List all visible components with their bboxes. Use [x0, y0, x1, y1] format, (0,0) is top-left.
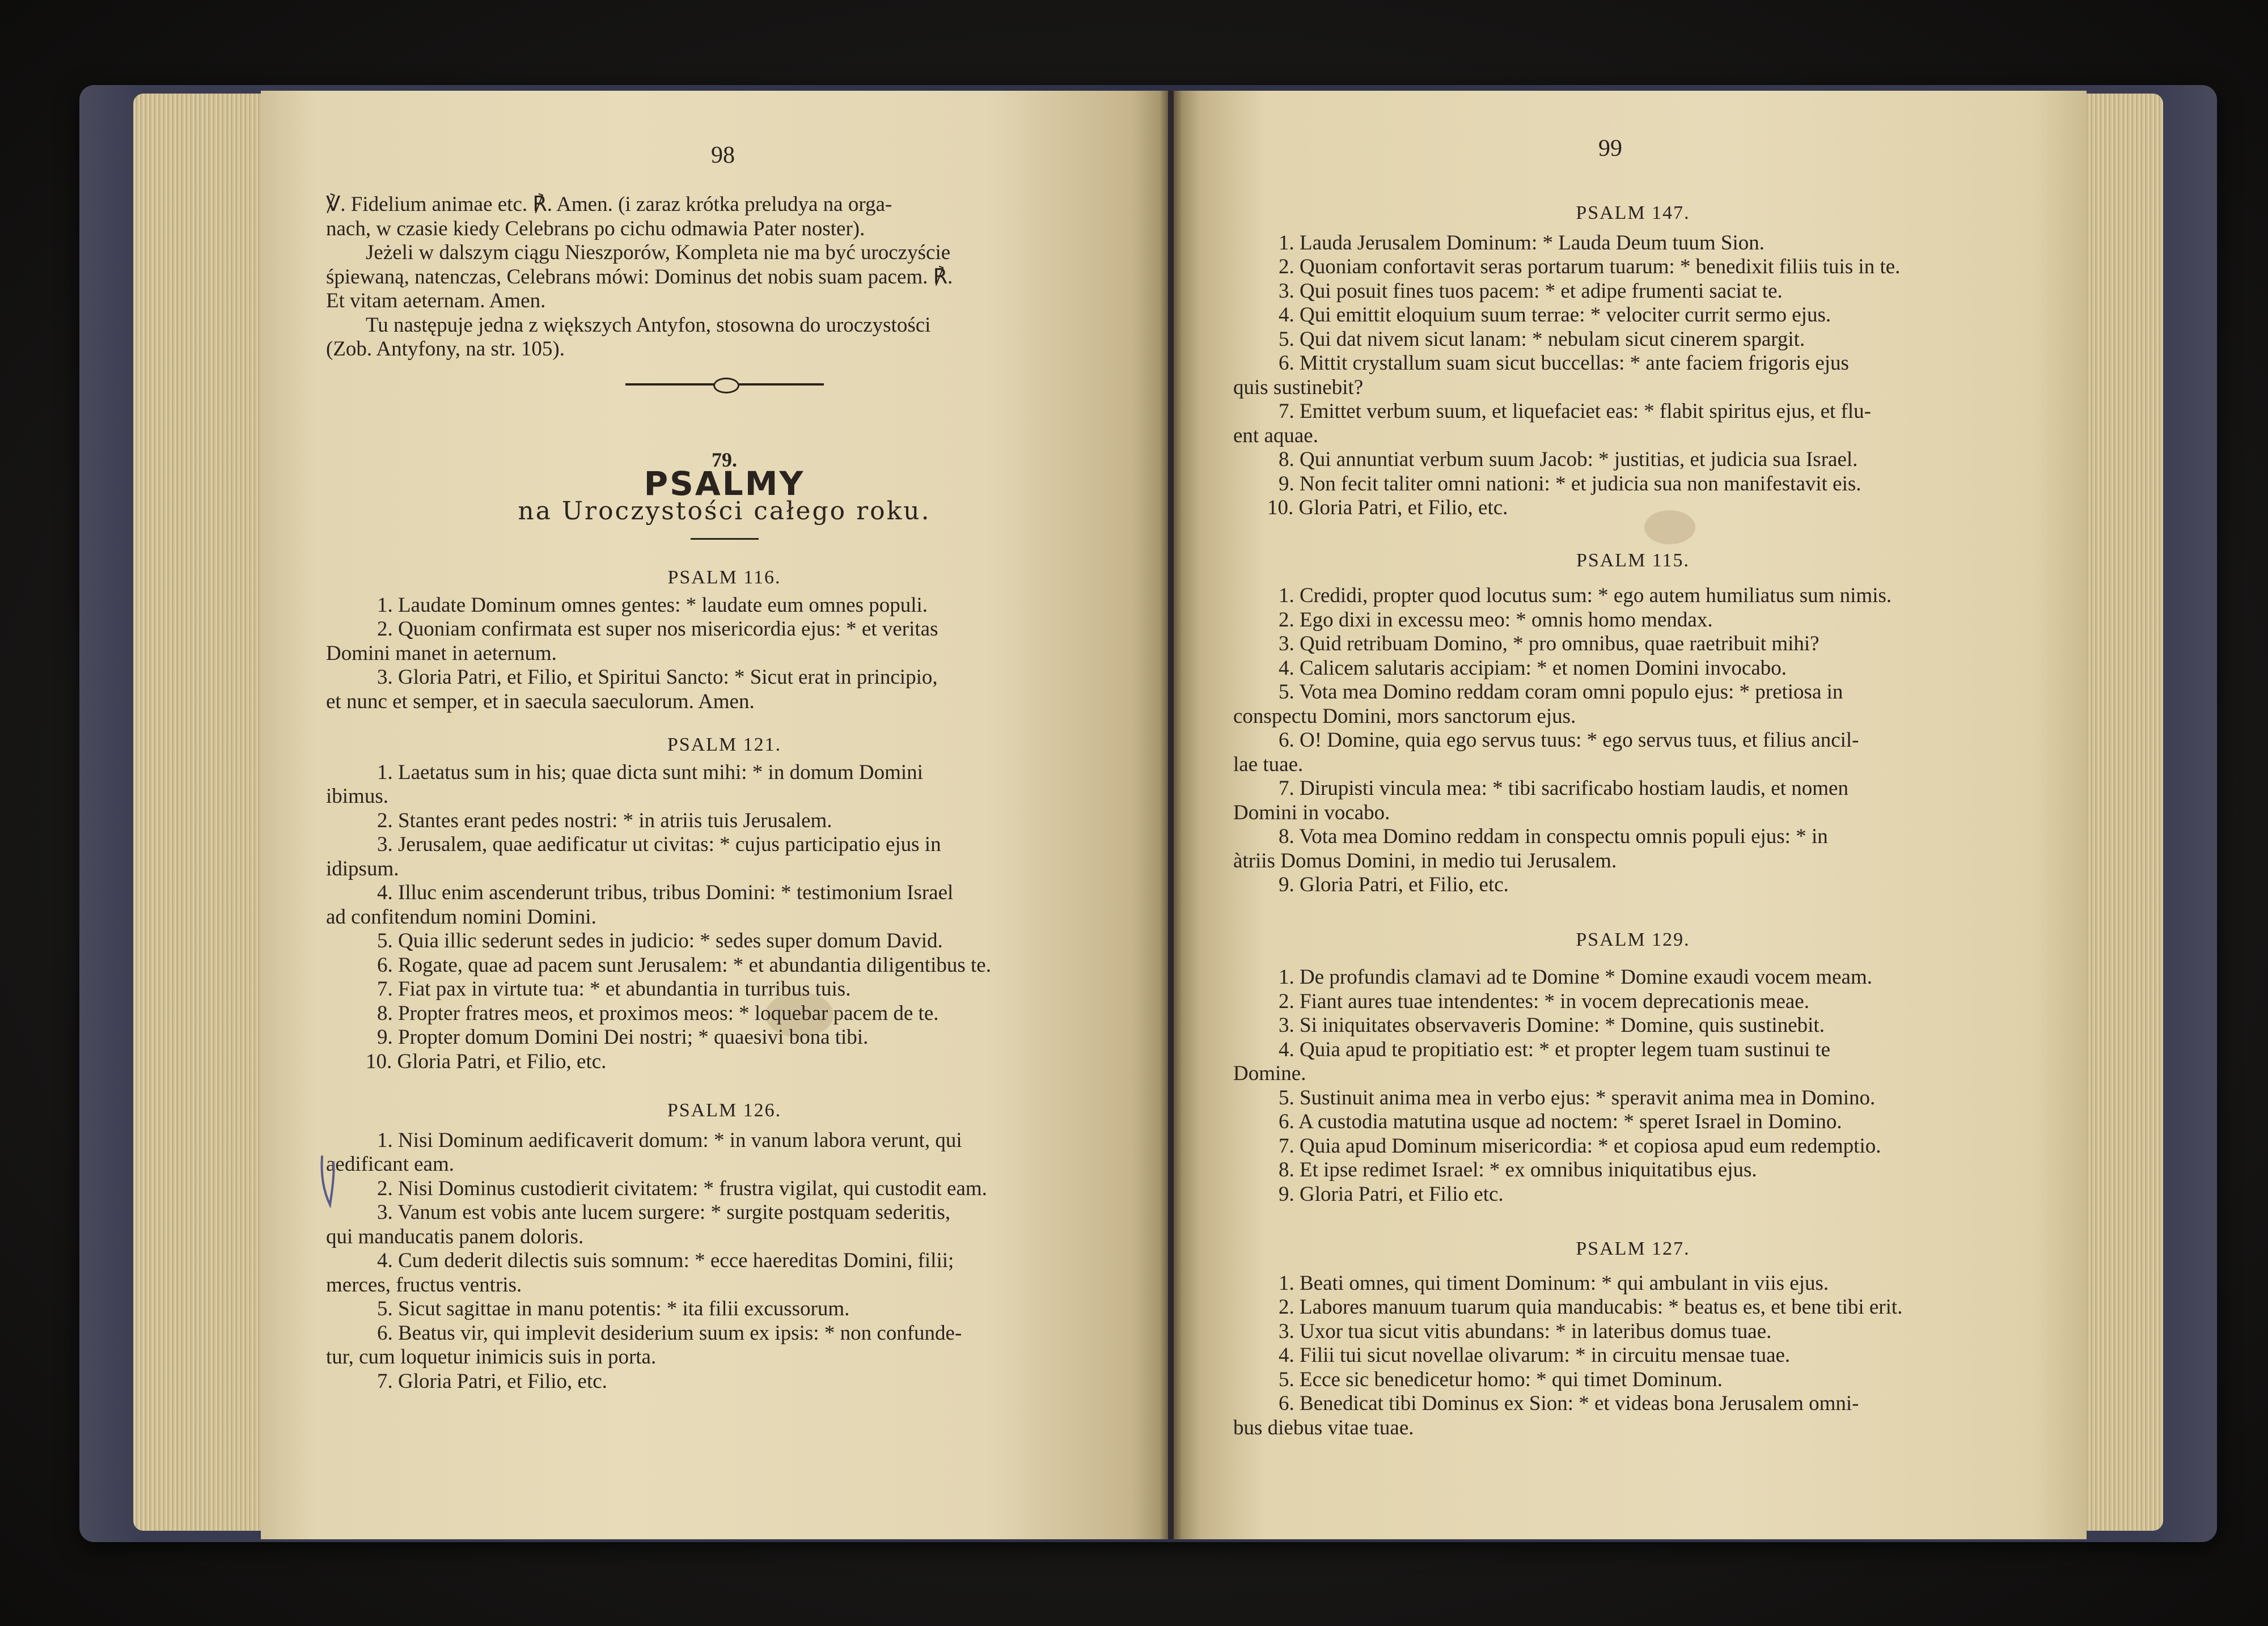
verse: 6. Mittit crystallum suam sicut buccellas: * ante faciem frigoris ejus [1279, 352, 1849, 375]
psalm-129-text [1233, 966, 2033, 1206]
verse: 6. Benedicat tibi Dominus ex Sion: * et videas bona Jerusalem omni- [1279, 1392, 1859, 1415]
verse-continuation: idipsum. [326, 857, 399, 880]
verse: 3. Si iniquitates observaveris Domine: * Domine, quis sustinebit. [1279, 1014, 1825, 1037]
verse: 2. Quoniam confirmata est super nos misericordia ejus: * et veritas [377, 617, 938, 641]
right-page-edges [2084, 94, 2163, 1531]
verse: 8. Qui annuntiat verbum suum Jacob: * justitias, et judicia sua Israel. [1279, 448, 1858, 471]
verse: 5. Sustinuit anima mea in verbo ejus: * speravit anima mea in Domino. [1279, 1086, 1876, 1110]
verse: 3. Qui posuit fines tuos pacem: * et adipe frumenti saciat te. [1279, 279, 1783, 303]
verse: 6. Rogate, quae ad pacem sunt Jerusalem: * et abundantia diligentibus te. [377, 953, 991, 977]
verse: 9. Non fecit taliter omni nationi: * et judicia sua non manifestavit eis. [1279, 472, 1861, 496]
verse: 1. Laetatus sum in his; quae dicta sunt mihi: * in domum Domini [377, 760, 923, 784]
verse: 4. Cum dederit dilectis suis somnum: * ecce haereditas Domini, filii; [377, 1249, 954, 1272]
psalm-heading: PSALM 147. [1576, 202, 1690, 223]
verse-continuation: ad confitendum nomini Domini. [326, 905, 596, 929]
book-gutter [1160, 91, 1182, 1539]
psalm-heading: PSALM 127. [1576, 1238, 1690, 1259]
verse: 3. Uxor tua sicut vitis abundans: * in lateribus domus tuae. [1279, 1319, 1772, 1343]
verse: 7. Fiat pax in virtute tua: * et abundantia in turribus tuis. [377, 977, 851, 1001]
verse-continuation: Domini in vocabo. [1233, 801, 1390, 824]
page-number-left: 98 [711, 142, 735, 168]
verse-continuation: qui manducatis panem doloris. [326, 1225, 584, 1248]
psalm-121-text [326, 761, 1123, 1074]
intro-line: nach, w czasie kiedy Celebrans po cichu odmawia Pater noster). [326, 217, 865, 240]
psalm-heading: PSALM 126. [667, 1100, 782, 1121]
verse: 2. Ego dixi in excessu meo: * omnis homo mendax. [1279, 608, 1713, 632]
verse-continuation: tur, cum loquetur inimicis suis in porta. [326, 1345, 657, 1369]
psalm-127-text [1233, 1272, 2033, 1441]
verse: 10. Gloria Patri, et Filio, etc. [366, 1049, 607, 1073]
psalm-heading: PSALM 121. [667, 734, 782, 755]
psalm-126-text [326, 1129, 1123, 1394]
verse: 5. Quia illic sederunt sedes in judicio: * sedes super domum David. [377, 929, 943, 952]
verse: 3. Quid retribuam Domino, * pro omnibus, quae raetribuit mihi? [1279, 632, 1820, 655]
left-page-edges [133, 94, 264, 1531]
verse-continuation: àtriis Domus Domini, in medio tui Jerusalem. [1233, 849, 1617, 873]
verse: 3. Jerusalem, quae aedificatur ut civitas: * cujus participatio ejus in [377, 833, 941, 856]
verse: 7. Emittet verbum suum, et liquefaciet eas: * flabit spiritus ejus, et flu- [1279, 400, 1871, 423]
intro-line: śpiewaną, natenczas, Celebrans mówi: Dominus det nobis suam pacem. ℟. [326, 265, 953, 289]
verse: 1. Lauda Jerusalem Dominum: * Lauda Deum tuum Sion. [1279, 231, 1765, 255]
verse: 7. Gloria Patri, et Filio, etc. [377, 1369, 607, 1393]
verse-continuation: ent aquae. [1233, 424, 1318, 447]
verse: 4. Filii tui sicut novellae olivarum: * in circuitu mensae tuae. [1279, 1344, 1791, 1367]
verse-continuation: bus diebus vitae tuae. [1233, 1416, 1414, 1439]
verse-continuation: Domini manet in aeternum. [326, 641, 557, 665]
verse: 5. Vota mea Domino reddam coram omni populo ejus: * pretiosa in [1279, 680, 1843, 704]
verse: 2. Stantes erant pedes nostri: * in atriis tuis Jerusalem. [377, 808, 832, 832]
verse: 10. Gloria Patri, et Filio, etc. [1267, 496, 1508, 519]
intro-line: Et vitam aeternam. Amen. [326, 289, 546, 312]
verse: 9. Gloria Patri, et Filio etc. [1279, 1182, 1504, 1206]
short-divider [691, 538, 759, 540]
psalm-heading: PSALM 115. [1576, 549, 1690, 571]
verse: 4. Qui emittit eloquium suum terrae: * velociter currit sermo ejus. [1279, 303, 1831, 327]
verse: 5. Sicut sagittae in manu potentis: * ita filii excussorum. [377, 1297, 850, 1320]
verse: 3. Gloria Patri, et Filio, et Spiritui Sancto: * Sicut erat in principio, [377, 666, 938, 689]
verse: 1. Credidi, propter quod locutus sum: * ego autem humiliatus sum nimis. [1279, 584, 1892, 607]
verse-continuation: aedificant eam. [326, 1153, 454, 1176]
verse: 5. Qui dat nivem sicut lanam: * nebulam sicut cinerem spargit. [1279, 327, 1805, 351]
intro-line: Jeżeli w dalszym ciągu Nieszporów, Kompleta nie ma być uroczyście [366, 241, 951, 264]
page-number-right: 99 [1598, 136, 1622, 162]
verse: 7. Dirupisti vincula mea: * tibi sacrificabo hostiam laudis, et nomen [1279, 777, 1848, 800]
psalm-115-text [1233, 584, 2033, 897]
right-page-text [1233, 201, 2033, 1440]
psalm-heading: PSALM 116. [667, 567, 781, 588]
psalm-147-text [1233, 231, 2033, 520]
verse: 5. Ecce sic benedicetur homo: * qui timet Dominum. [1279, 1367, 1723, 1391]
verse-continuation: quis sustinebit? [1233, 375, 1364, 399]
verse: 2. Labores manuum tuarum quia manducabis: * beatus es, et bene tibi erit. [1279, 1295, 1903, 1319]
section-title: PSALMY [644, 464, 805, 503]
verse-continuation: et nunc et semper, et in saecula saeculorum. Amen. [326, 689, 755, 713]
verse-continuation: Domine. [1233, 1062, 1306, 1085]
verse: 7. Quia apud Dominum misericordia: * et copiosa apud eum redemptio. [1279, 1134, 1881, 1158]
verse: 1. Nisi Dominum aedificaverit domum: * in vanum labora verunt, qui [377, 1128, 962, 1152]
verse-continuation: ibimus. [326, 785, 388, 808]
intro-line: (Zob. Antyfony, na str. 105). [326, 337, 565, 361]
psalm-heading: PSALM 129. [1576, 929, 1690, 950]
verse: 8. Vota mea Domino reddam in conspectu omnis populi ejus: * in [1279, 825, 1828, 848]
verse: 4. Illuc enim ascenderunt tribus, tribus Domini: * testimonium Israel [377, 881, 954, 904]
intro-line: Tu następuje jedna z większych Antyfon, stosowna do uroczystości [366, 313, 931, 337]
verse-continuation: merces, fructus ventris. [326, 1273, 522, 1297]
verse: 1. Beati omnes, qui timent Dominum: * qui ambulant in viis ejus. [1279, 1271, 1829, 1295]
psalm-116-text [326, 594, 1123, 714]
verse: 9. Propter domum Domini Dei nostri; * quaesivi bona tibi. [377, 1026, 869, 1049]
verse: 6. A custodia matutina usque ad noctem: * speret Israel in Domino. [1279, 1110, 1842, 1133]
verse: 1. Laudate Dominum omnes gentes: * laudate eum omnes populi. [377, 593, 928, 617]
verse: 6. O! Domine, quia ego servus tuus: * ego servus tuus, et filius ancil- [1279, 729, 1859, 752]
verse: 2. Nisi Dominus custodierit civitatem: * frustra vigilat, qui custodit eam. [377, 1176, 987, 1200]
verse-continuation: lae tuae. [1233, 752, 1304, 776]
verse: 8. Propter fratres meos, et proximos meos: * loquebar pacem de te. [377, 1001, 939, 1025]
ornament-divider [625, 383, 824, 386]
pencil-mark-icon [318, 1151, 340, 1219]
verse: 9. Gloria Patri, et Filio, etc. [1279, 873, 1509, 896]
verse: 6. Beatus vir, qui implevit desiderium suum ex ipsis: * non confunde- [377, 1321, 962, 1345]
verse: 2. Fiant aures tuae intendentes: * in vocem deprecationis meae. [1279, 989, 1809, 1013]
verse: 4. Calicem salutaris accipiam: * et nomen Domini invocabo. [1279, 656, 1787, 680]
verse: 4. Quia apud te propitiatio est: * et propter legem tuam sustinui te [1279, 1038, 1831, 1061]
verse: 1. De profundis clamavi ad te Domine * Domine exaudi vocem meam. [1279, 966, 1873, 989]
intro-line: ℣. Fidelium animae etc. ℟. Amen. (i zaraz krótka preludya na orga- [326, 193, 892, 216]
section-number: 79. [712, 448, 737, 471]
verse: 8. Et ipse redimet Israel: * ex omnibus iniquitatibus ejus. [1279, 1158, 1757, 1182]
verse: 2. Quoniam confortavit seras portarum tuarum: * benedixit filiis tuis in te. [1279, 255, 1901, 278]
verse-continuation: conspectu Domini, mors sanctorum ejus. [1233, 704, 1576, 728]
verse: 3. Vanum est vobis ante lucem surgere: * surgite postquam sederitis, [377, 1201, 951, 1224]
section-subtitle: na Uroczystości całego roku. [518, 496, 931, 526]
left-page-text [326, 193, 1123, 1394]
